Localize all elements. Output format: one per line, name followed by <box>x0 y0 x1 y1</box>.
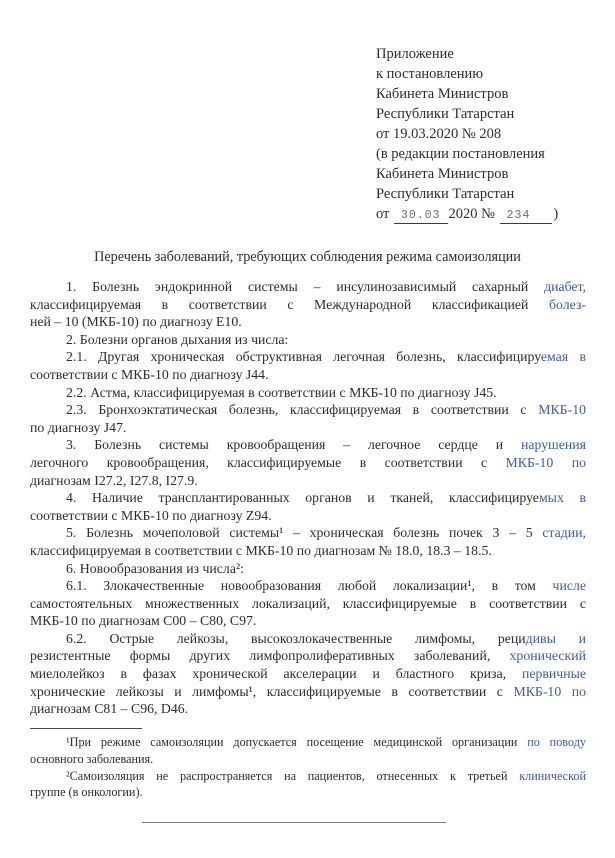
header-line: к постановлению <box>376 66 484 82</box>
text-run: резистентные формы других лимфопролиферативных заболеваний, <box>30 648 510 664</box>
header-line: (в редакции постановления <box>376 146 545 162</box>
text-run: ней – 10 (МКБ-10) по диагнозу Е10. <box>30 314 242 330</box>
text-line <box>30 384 586 402</box>
filled-date-value: 30.03 <box>394 209 448 224</box>
text-line <box>30 278 586 296</box>
paragraph <box>30 768 586 802</box>
text-run: 3. Болезнь системы кровообращения – легочное сердце и <box>66 437 522 453</box>
text-run: 6.1. Злокачественные новообразования любой локализации¹, в том <box>66 578 553 594</box>
filled-number-value: 234 <box>500 209 553 224</box>
text-run: самостоятельных множественных локализаций, классифицируемые в соответствии с <box>30 595 586 611</box>
text-run: дивы и <box>525 630 586 646</box>
text-run: 6. Новообразования из числа²: <box>66 560 244 576</box>
text-run: 5. Болезнь мочеполовой системы¹ – хроническая болезнь почек 3 – 5 <box>66 525 543 541</box>
text-run: 6.2. Острые лейкозы, высокозлокачественные лимфомы, реци <box>66 630 526 646</box>
paragraph <box>30 560 586 578</box>
paragraph <box>30 577 586 630</box>
filled-prefix: от <box>376 206 390 222</box>
paragraph <box>30 436 586 489</box>
text-line <box>30 683 586 701</box>
text-run: соответствии с МКБ-10 по диагнозу Z94. <box>30 507 272 523</box>
header-line: от 19.03.2020 № 208 <box>376 126 502 142</box>
text-run: хронический <box>509 648 586 664</box>
text-line <box>30 366 586 384</box>
text-line <box>30 751 586 768</box>
document-title: Перечень заболеваний, требующих соблюдения режима самоизоляции <box>94 249 521 265</box>
text-run: 2.1. Другая хроническая обструктивная легочная болезнь, классифициру <box>66 349 541 365</box>
text-run: 4. Наличие трансплантированных органов и тканей, классифицируе <box>66 490 539 506</box>
text-line <box>30 313 586 331</box>
paragraph <box>30 348 586 383</box>
paragraph <box>30 734 586 768</box>
text-run: легочного кровообращения, классифицируемые в соответствии с <box>30 454 506 470</box>
text-line <box>30 489 586 507</box>
text-line <box>30 524 586 542</box>
text-run: первичные <box>521 666 586 682</box>
text-line <box>30 577 586 595</box>
text-line <box>30 700 586 718</box>
text-run: мых в <box>538 490 586 506</box>
paragraph <box>30 278 586 331</box>
header-line-filled <box>376 204 606 224</box>
text-line <box>30 734 586 751</box>
text-line <box>30 348 586 366</box>
text-run: 1. Болезнь эндокринной системы – инсулинозависимый сахарный <box>66 279 545 294</box>
text-run: классифицируемая в соответствии с Международной классификацией <box>30 296 550 312</box>
text-run: хронические лейкозы и лимфомы¹, классифицируемые в соответствии с <box>30 683 514 699</box>
text-run: емая в <box>540 349 586 365</box>
text-run: нарушения <box>521 437 586 453</box>
text-run: соответствии с МКБ-10 по диагнозу J44. <box>30 366 269 382</box>
text-run: ²Самоизоляция не распространяется на пациентов, отнесенных к третьей <box>66 768 520 783</box>
text-line <box>30 401 586 419</box>
text-line <box>30 507 586 525</box>
header-lines <box>376 44 606 204</box>
text-run: миелолейкоз в фазах хронической акселерации и бластного криза, <box>30 666 522 682</box>
text-line <box>30 768 586 785</box>
footnote-separator <box>30 728 142 729</box>
text-line <box>30 665 586 683</box>
header-block <box>376 44 606 224</box>
text-line <box>30 647 586 665</box>
text-line <box>30 454 586 472</box>
text-line <box>30 612 586 630</box>
text-run: 2. Болезни органов дыхания из числа: <box>66 331 289 347</box>
filled-middle: 2020 № <box>448 206 496 222</box>
text-run: МКБ-10 по <box>513 683 586 699</box>
text-line <box>30 472 586 490</box>
text-run: диагнозам I27.2, I27.8, I27.9. <box>30 472 198 488</box>
header-line: Кабинета Министров <box>376 86 509 102</box>
text-line <box>30 560 586 578</box>
text-run: числе <box>552 578 586 594</box>
text-run: основного заболевания. <box>30 751 154 766</box>
text-line <box>30 784 586 801</box>
paragraph <box>30 489 586 524</box>
filled-suffix: ) <box>553 206 559 222</box>
header-line: Приложение <box>376 46 454 62</box>
text-run: стадии, <box>542 525 586 541</box>
footnotes-block <box>30 734 586 801</box>
text-run: МКБ-10 <box>538 402 586 418</box>
text-run: диагнозам С81 – С96, D46. <box>30 701 189 717</box>
bottom-divider-line <box>142 822 446 823</box>
text-line <box>30 595 586 613</box>
text-run: классифицируемая в соответствии с МКБ-10 по диагнозам № 18.0, 18.3 – 18.5. <box>30 542 492 558</box>
text-run: МКБ-10 по <box>505 454 587 470</box>
text-run: группе (в онкологии). <box>30 785 143 800</box>
text-line <box>30 296 586 314</box>
paragraph <box>30 331 586 349</box>
text-line <box>30 436 586 454</box>
text-line <box>30 331 586 349</box>
header-line: Кабинета Министров <box>376 166 509 182</box>
text-run: 2.2. Астма, классифицируемая в соответствии с МКБ-10 по диагнозу J45. <box>66 384 497 400</box>
text-line <box>30 419 586 437</box>
paragraph <box>30 630 586 718</box>
text-run: диабет, <box>544 279 586 294</box>
text-run: по диагнозу J47. <box>30 419 127 435</box>
document-body <box>30 278 586 718</box>
paragraph <box>30 384 586 402</box>
text-run: клинической <box>519 768 586 783</box>
text-line <box>30 542 586 560</box>
header-line: Республики Татарстан <box>376 106 515 122</box>
paragraph <box>30 401 586 436</box>
text-line <box>30 630 586 648</box>
text-run: МКБ-10 по диагнозам С00 – С80, С97. <box>30 613 257 629</box>
text-run: болез- <box>549 296 586 312</box>
text-run: ¹При режиме самоизоляции допускается посещение медицинской организации <box>66 735 528 749</box>
text-run: по поводу <box>527 735 586 749</box>
header-line: Республики Татарстан <box>376 186 515 202</box>
text-run: 2.3. Бронхоэктатическая болезнь, классифицируемая в соответствии с <box>66 402 539 418</box>
paragraph <box>30 524 586 559</box>
